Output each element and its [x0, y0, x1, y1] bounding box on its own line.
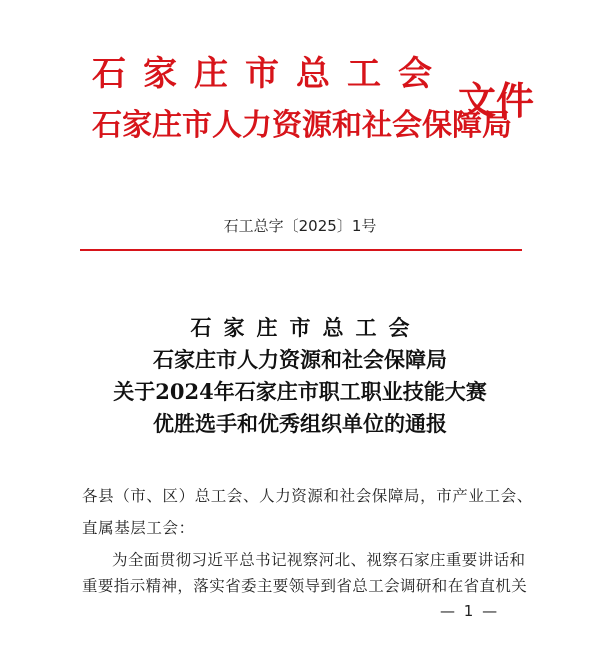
- issuer-line-hr-bureau: 石家庄市人力资源和社会保障局: [92, 108, 512, 143]
- document-number: 石工总字〔2025〕1号: [223, 217, 377, 235]
- red-divider-line: [80, 249, 522, 251]
- paragraph-line-2: 重要指示精神，落实省委主要领导到省总工会调研和在省直机关: [82, 577, 528, 595]
- paragraph-line-1: 为全面贯彻习近平总书记视察河北、视察石家庄重要讲话和: [112, 551, 526, 569]
- addressee-line-1: 各县（市、区）总工会、人力资源和社会保障局，市产业工会、: [82, 487, 533, 505]
- title-line-4: 优胜选手和优秀组织单位的通报: [153, 411, 447, 436]
- addressee-line-2: 直属基层工会：: [82, 519, 195, 537]
- title-line-3: 关于2024年石家庄市职工职业技能大赛: [113, 379, 487, 404]
- page-number: — 1 —: [440, 602, 500, 620]
- document-mark: 文件: [458, 78, 535, 123]
- issuer-line-federation: 石家庄市总工会: [92, 54, 449, 94]
- title-line-2: 石家庄市人力资源和社会保障局: [153, 347, 447, 372]
- title-line-1: 石家庄市总工会: [190, 315, 422, 340]
